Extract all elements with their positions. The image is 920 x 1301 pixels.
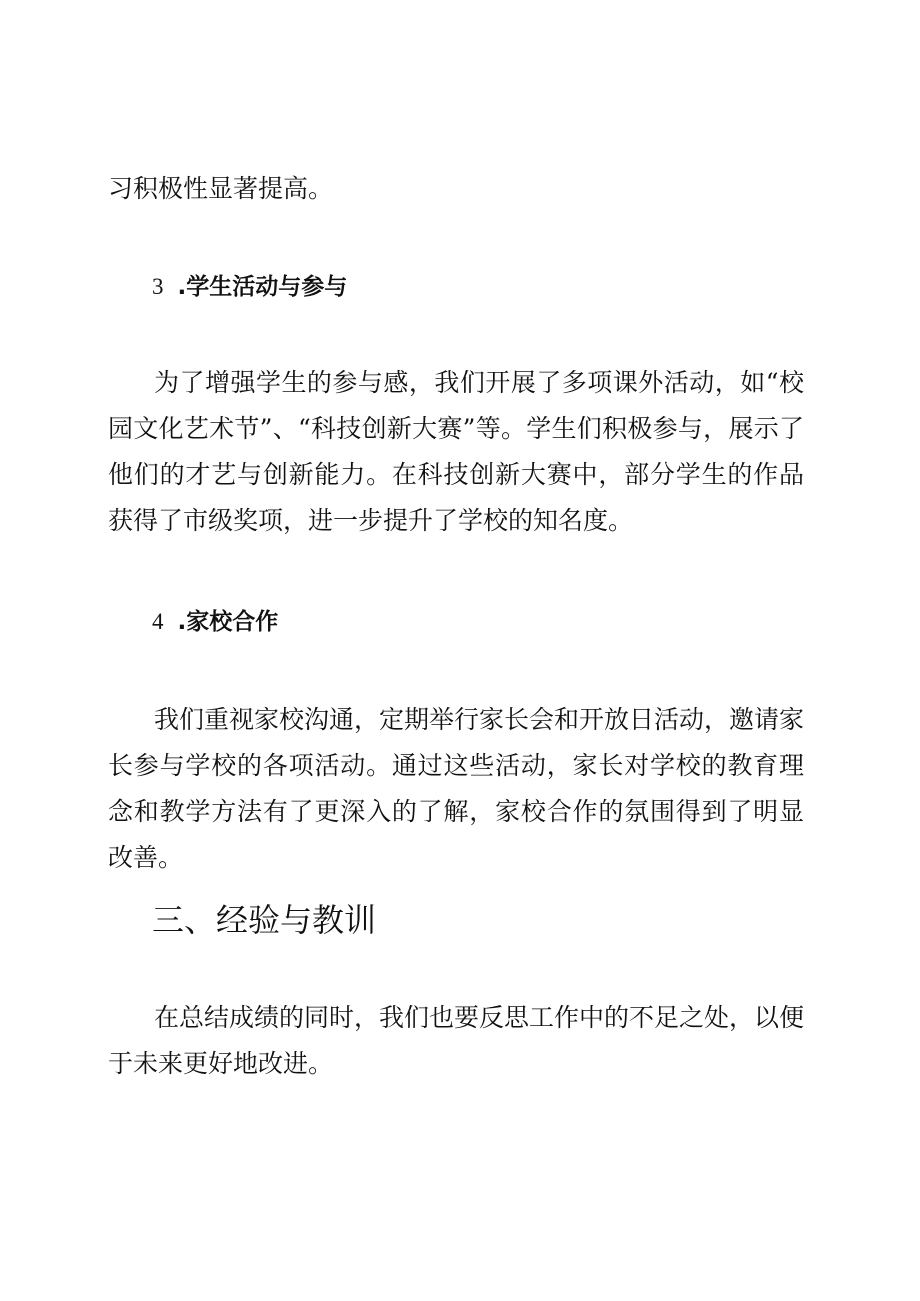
carryover-paragraph: 习积极性显著提高。 xyxy=(108,174,334,203)
subheading-student-activities xyxy=(152,272,347,302)
subheading-number: 3 xyxy=(152,274,164,299)
subheading-title: .家校合作 xyxy=(177,609,279,635)
subheading-title: .学生活动与参与 xyxy=(177,274,348,300)
student-activities-paragraph: 为了增强学生的参与感，我们开展了多项课外活动，如“校园文化艺术节”、“科技创新大赛”等。学生们积极参与，展示了他们的才艺与创新能力。在科技创新大赛中，部分学生的作品获得了市级奖项，进一步提升了学校的知名度。 xyxy=(108,368,804,535)
section-heading-lessons: 三、经验与教训 xyxy=(152,901,377,939)
home-school-paragraph: 我们重视家校沟通，定期举行家长会和开放日活动，邀请家长参与学校的各项活动。通过这些活动，家长对学校的教育理念和教学方法有了更深入的了解，家校合作的氛围得到了明显改善。 xyxy=(108,705,805,872)
subheading-home-school xyxy=(152,607,278,637)
subheading-number: 4 xyxy=(152,609,164,634)
lessons-intro-paragraph: 在总结成绩的同时，我们也要反思工作中的不足之处，以便于未来更好地改进。 xyxy=(108,1003,805,1078)
